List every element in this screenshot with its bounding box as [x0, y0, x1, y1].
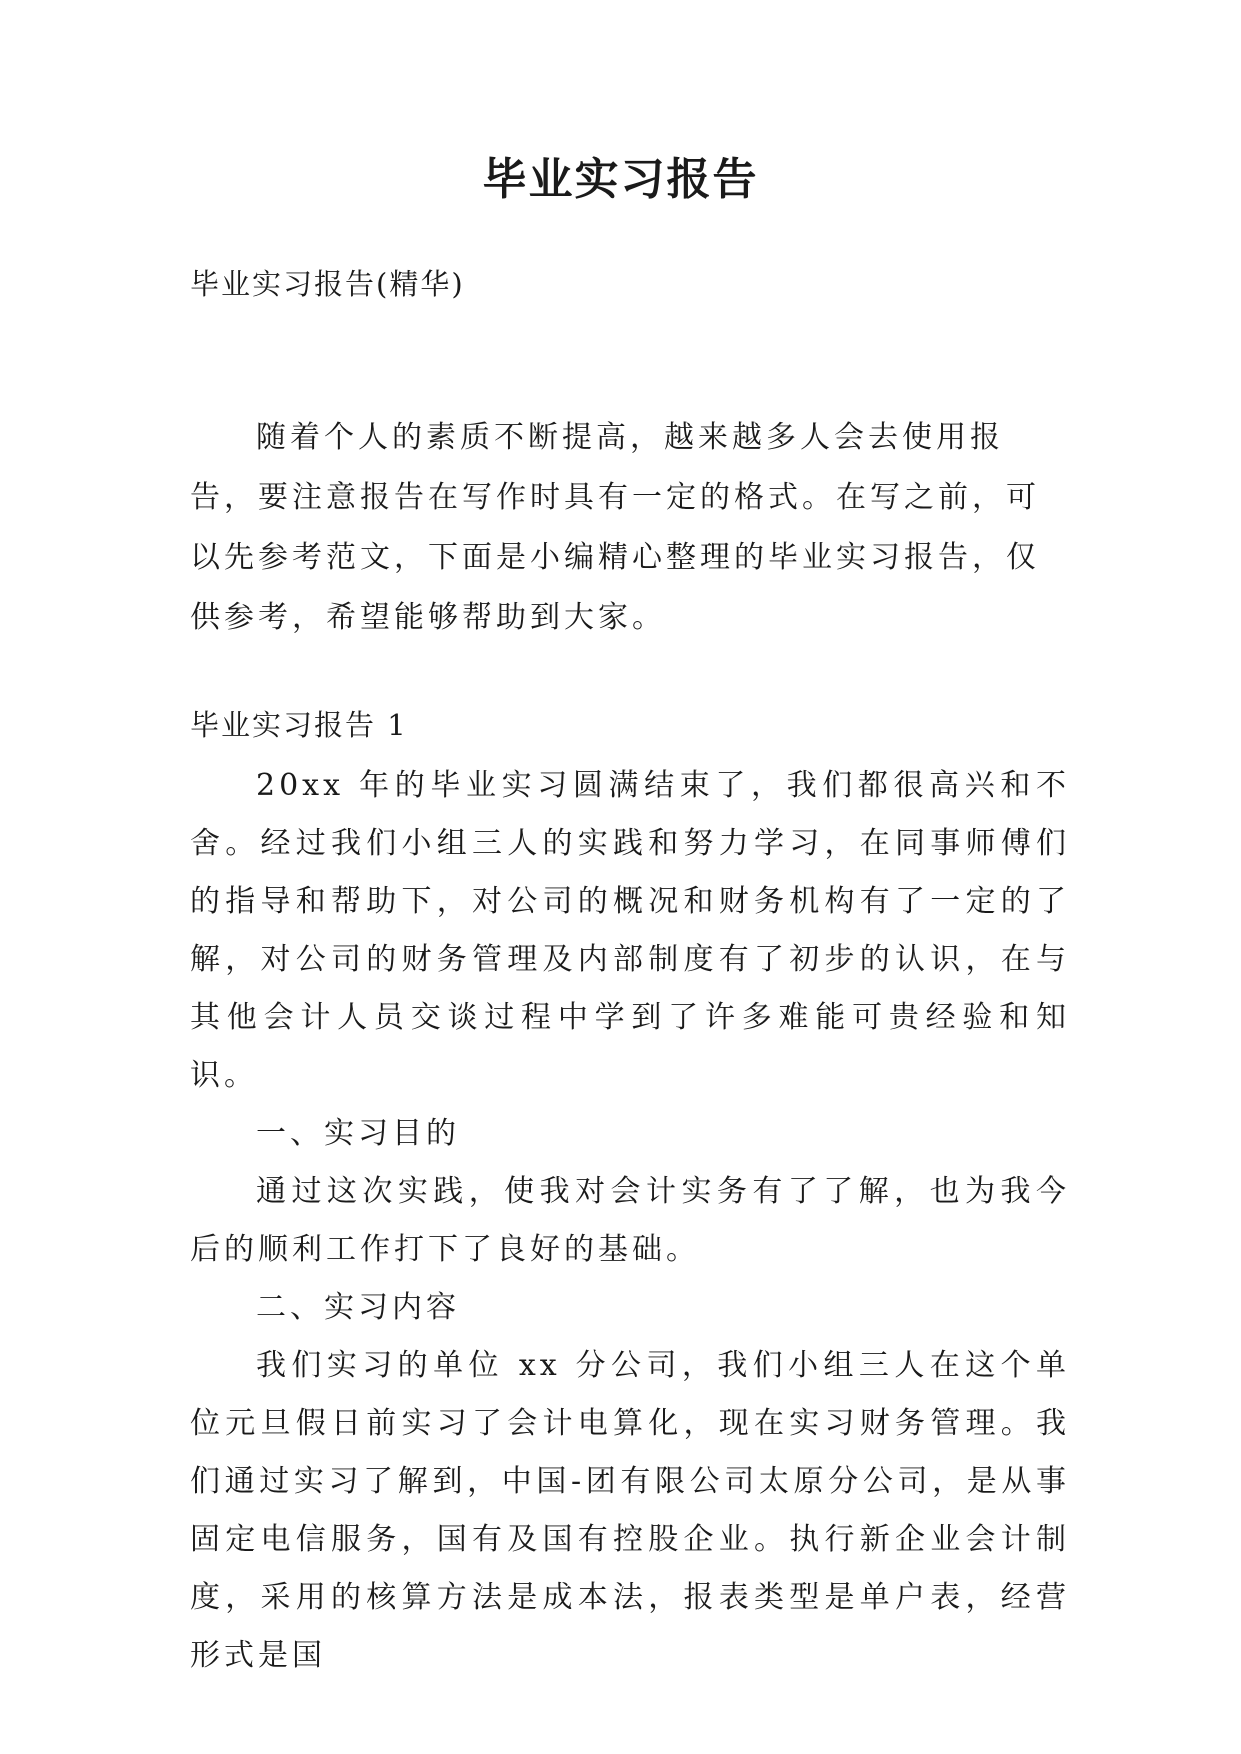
body-paragraph: 我们实习的单位 xx 分公司，我们小组三人在这个单位元旦假日前实习了会计电算化，现在实习财务管理。我们通过实习了解到，中国-团有限公司太原分公司，是从事固定电信服务，国有及国有控股企业。执行新企业会计制度，采用的核算方法是成本法，报表类型是单户表，经营形式是国 — [190, 1348, 1070, 1673]
body-paragraph: 20xx 年的毕业实习圆满结束了，我们都很高兴和不舍。经过我们小组三人的实践和努力学习，在同事师傅们的指导和帮助下，对公司的概况和财务机构有了一定的了解，对公司的财务管理及内部制度有了初步的认识，在与其他会计人员交谈过程中学到了许多难能可贵经验和知识。 — [190, 768, 1070, 1093]
report-body — [190, 757, 1070, 1685]
body-paragraph: 通过这次实践，使我对会计实务有了了解，也为我今后的顺利工作打下了良好的基础。 — [190, 1174, 1070, 1267]
intro-paragraph: 随着个人的素质不断提高，越来越多人会去使用报告，要注意报告在写作时具有一定的格式。在写之前，可以先参考范文，下面是小编精心整理的毕业实习报告，仅供参考，希望能够帮助到大家。 — [190, 420, 1040, 635]
document-title: 毕业实习报告 — [482, 154, 759, 205]
section-heading: 毕业实习报告 1 — [190, 708, 408, 742]
subheading-purpose: 一、实习目的 — [256, 1116, 460, 1151]
subheading-content: 二、实习内容 — [256, 1290, 460, 1325]
document-subtitle: 毕业实习报告(精华) — [190, 267, 465, 301]
